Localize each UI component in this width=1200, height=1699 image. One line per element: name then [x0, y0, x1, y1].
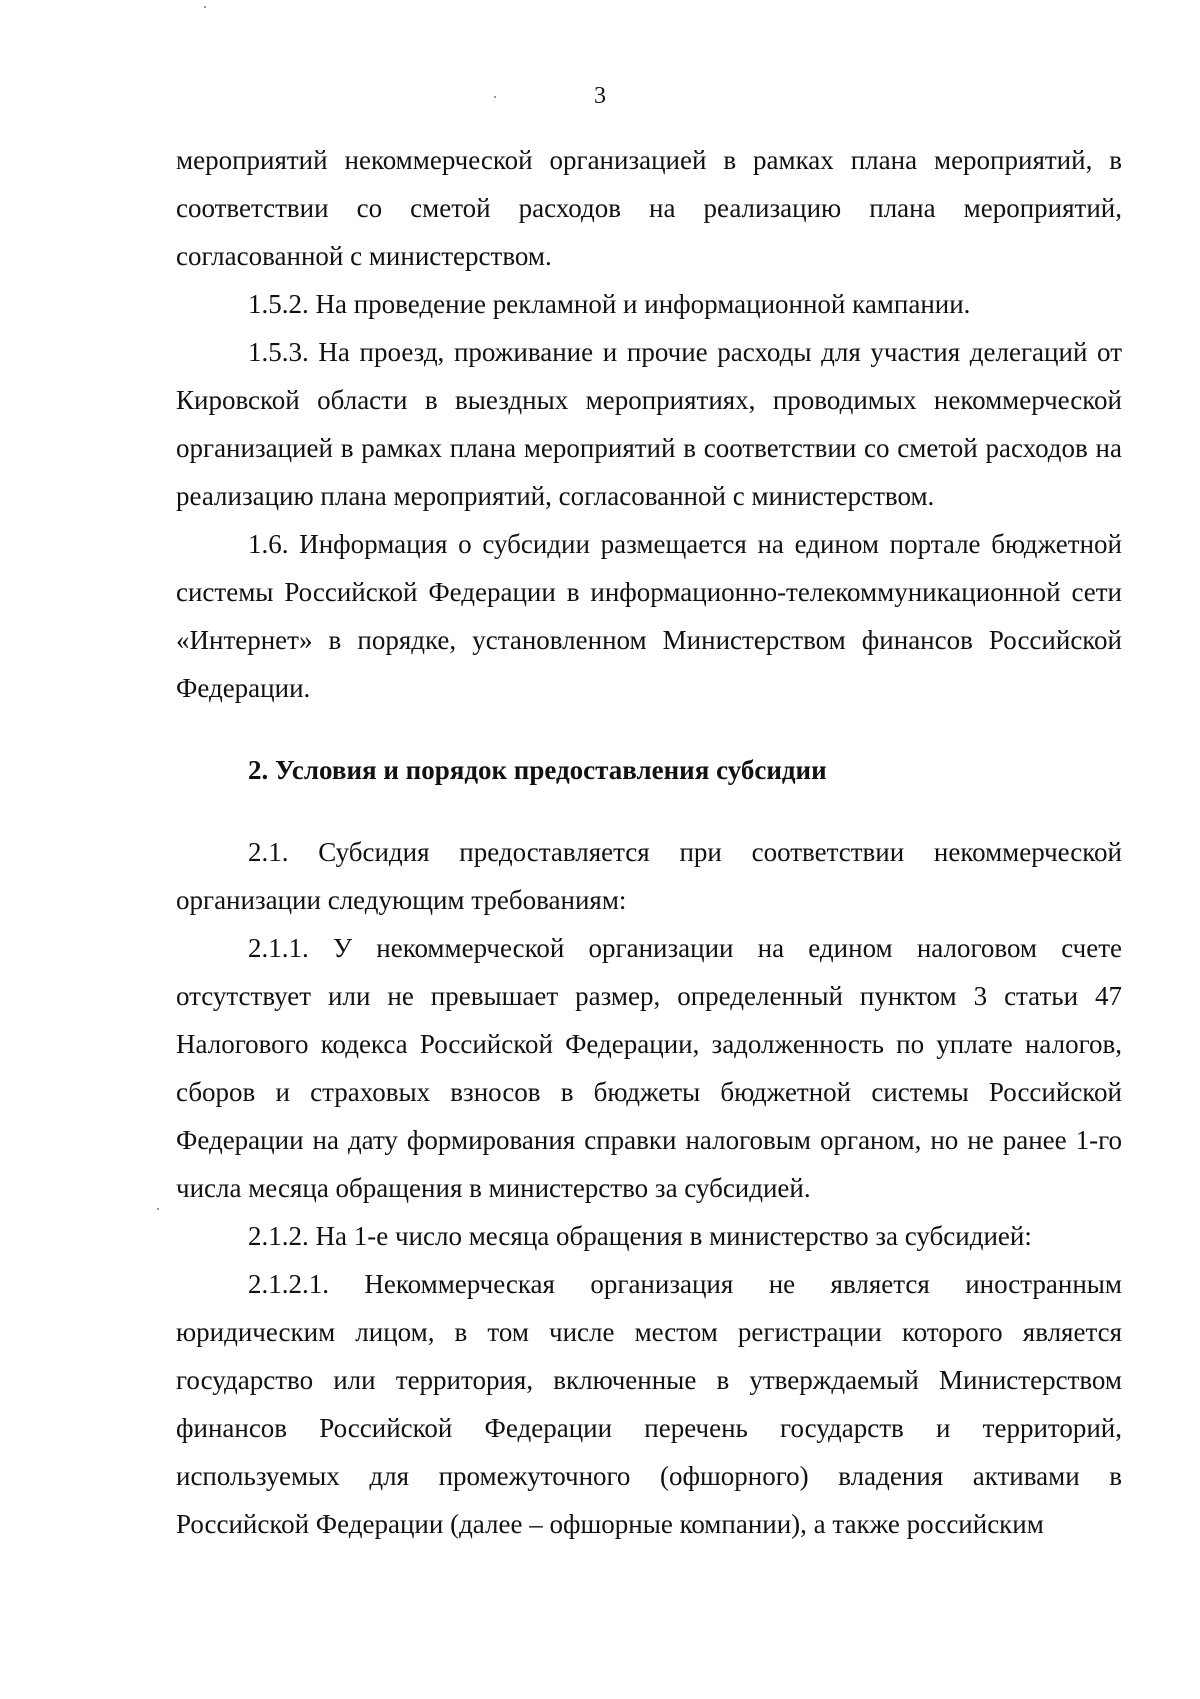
scan-speck	[494, 96, 496, 98]
paragraph-1-5-2: 1.5.2. На проведение рекламной и информационной кампании.	[248, 289, 971, 319]
paragraph-continuation: мероприятий некоммерческой организацией в рамках плана мероприятий, в соответствии со сметой расходов на реализацию плана мероприятий, согласованной с министерством.	[176, 145, 1122, 271]
paragraph-1-5-3: 1.5.3. На проезд, проживание и прочие расходы для участия делегаций от Кировской области в выездных мероприятиях, проводимых некоммерческой организацией в рамках плана мероприятий в соответствии со сметой расходов на реализацию плана мероприятий, согласованной с министерством.	[176, 337, 1122, 511]
scan-speck	[157, 1208, 159, 1210]
document-body	[176, 136, 1122, 1548]
paragraph-2-1-2-1: 2.1.2.1. Некоммерческая организация не является иностранным юридическим лицом, в том числе местом регистрации которого является государство или территория, включенные в утверждаемый Министерством финансов Российской Федерации перечень государств и территорий, используемых для промежуточного (офшорного) владения активами в Российской Федерации (далее – офшорные компании), а также российским	[176, 1269, 1122, 1539]
page-number: 3	[594, 83, 606, 109]
scan-speck	[204, 6, 206, 8]
section-heading: 2. Условия и порядок предоставления субсидии	[248, 755, 827, 785]
paragraph-2-1-2: 2.1.2. На 1-е число месяца обращения в министерство за субсидией:	[248, 1221, 1032, 1251]
paragraph-2-1: 2.1. Субсидия предоставляется при соответствии некоммерческой организации следующим требованиям:	[176, 837, 1122, 915]
paragraph-2-1-1: 2.1.1. У некоммерческой организации на едином налоговом счете отсутствует или не превышает размер, определенный пунктом 3 статьи 47 Налогового кодекса Российской Федерации, задолженность по уплате налогов, сборов и страховых взносов в бюджеты бюджетной системы Российской Федерации на дату формирования справки налоговым органом, но не ранее 1-го числа месяца обращения в министерство за субсидией.	[176, 933, 1122, 1203]
paragraph-1-6: 1.6. Информация о субсидии размещается на едином портале бюджетной системы Российской Федерации в информационно-телекоммуникационной сети «Интернет» в порядке, установленном Министерством финансов Российской Федерации.	[176, 529, 1122, 703]
